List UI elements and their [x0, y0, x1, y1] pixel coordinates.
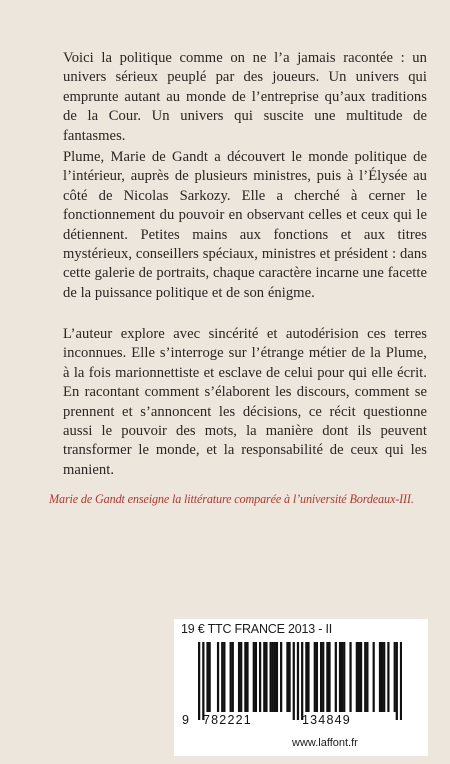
back-cover-paragraph-2: Plume, Marie de Gandt a découvert le monde politique de l’intérieur, auprès de plusieurs ministres, puis à l’Élysée au côté de Nicolas Sarkozy. Elle a cherché à cerner le fonctionnement du pouvoir en observant celles et ceux qui le détiennent. Petites mains aux fonctions et aux titres mystérieux, conseillers spéciaux, ministres et président : dans cette galerie de portraits, chaque caractère incarne une facette de la puissance politique et de son énigme. [63, 149, 427, 301]
isbn-lead-digit: 9 [182, 713, 189, 727]
barcode-box [174, 619, 428, 756]
back-cover-paragraph-1: Voici la politique comme on ne l’a jamais racontée : un univers sérieux peuplé par des joueurs. Un univers qui emprunte autant au monde de l’entreprise qu’aux traditions de la Cour. Un univers qui suscite une multitude de fantasmes. [63, 50, 427, 144]
back-cover-paragraph-3: L’auteur explore avec sincérité et autodérision ces terres inconnues. Elle s’interroge sur l’étrange métier de la Plume, à la fois marionnettiste et esclave de celui pour qui elle écrit. En racontant comment s’élaborent les discours, comment se prennent et s’annoncent les décisions, ce récit questionne aussi le pouvoir des mots, la manière dont ils peuvent transformer le monde, et la responsabilité de ceux qui les manient. [63, 326, 427, 478]
publisher-website: www.laffont.fr [292, 737, 358, 749]
isbn-group-1: 782221 [203, 713, 252, 727]
author-bio: Marie de Gandt enseigne la littérature comparée à l’université Bordeaux-III. [49, 492, 414, 506]
price-label: 19 € TTC FRANCE 2013 - II [181, 622, 333, 636]
isbn-group-2: 134849 [302, 713, 351, 727]
barcode-icon [198, 642, 402, 720]
